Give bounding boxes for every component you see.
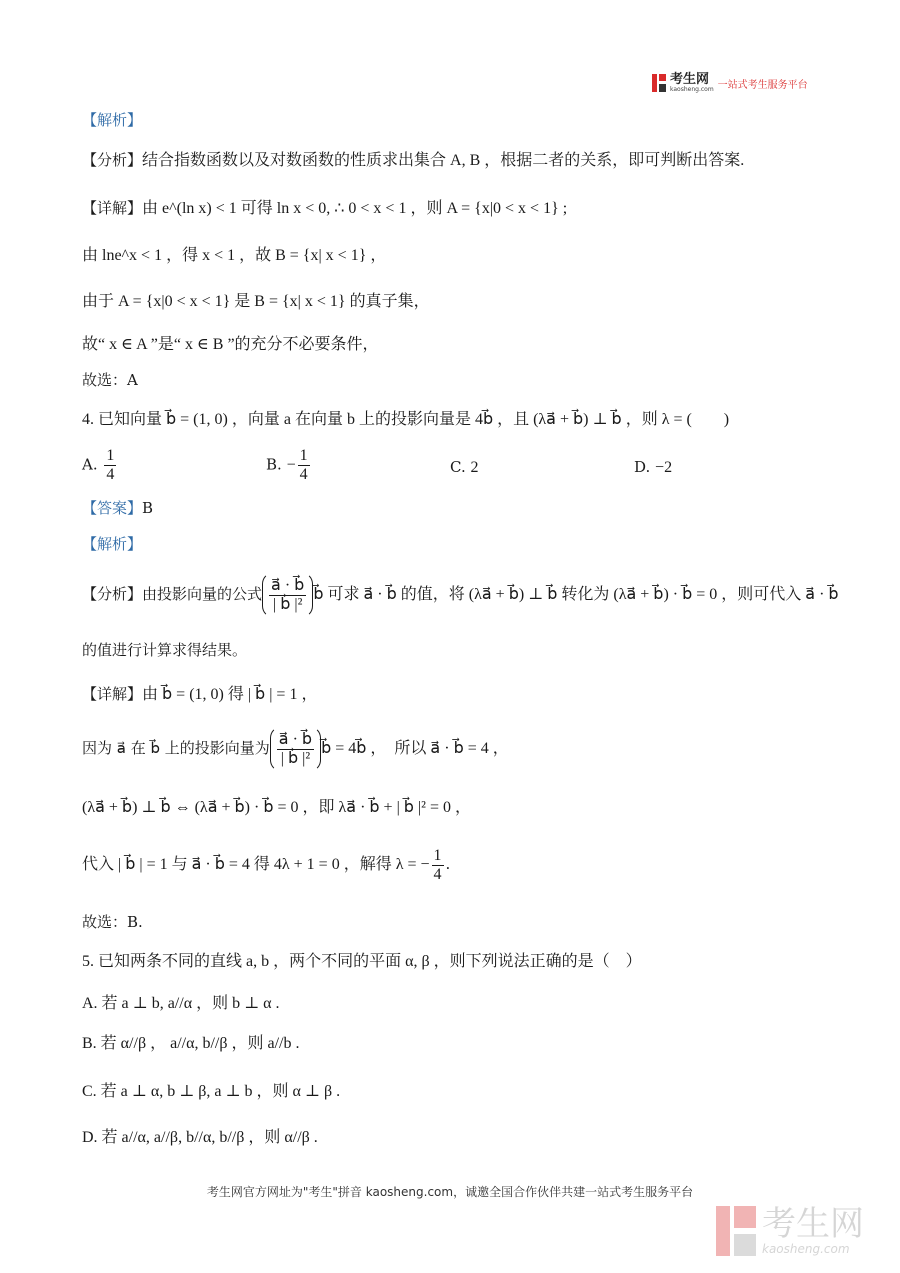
q4-xiangjie-tag: 【详解】 xyxy=(82,685,143,703)
q4-fenxi-num: a⃗ · b⃗ xyxy=(271,576,305,594)
q4-option-b xyxy=(266,447,312,484)
q3-line-2: 由 lne^x < 1 ，得 x < 1 ，故 B = {x| x < 1} ， xyxy=(82,247,387,264)
q4-xiangjie-4-fraction xyxy=(432,847,444,884)
q4-xiangjie-4 xyxy=(82,842,450,887)
q4-option-c-text: 2 xyxy=(470,459,479,476)
q4-xiangjie-1-text: 由 b⃗ = (1, 0) 得 | b⃗ | = 1 ， xyxy=(142,686,318,703)
q4-jiexi-heading: 【解析】 xyxy=(82,535,143,553)
q5-option-c: C. 若 a ⊥ α, b ⊥ β, a ⊥ b ，则 α ⊥ β . xyxy=(82,1083,341,1100)
q4-option-b-sign: − xyxy=(286,456,296,474)
q4-xiangjie-4-num: 1 xyxy=(433,846,442,864)
q4-option-d-text: −2 xyxy=(655,459,673,476)
watermark-text xyxy=(762,1206,864,1256)
kaosheng-logo-icon xyxy=(652,74,666,92)
q4-fenxi-b: b⃗ 可求 a⃗ · b⃗ 的值，将 (λa⃗ + b⃗) ⊥ b⃗ 转化为 (λa⃗ + b⃗) · b⃗ = 0 ，则可代入 a⃗ · b⃗ xyxy=(313,586,839,603)
q4-xiangjie-2b: b⃗ = 4b⃗ ， 所以 a⃗ · b⃗ = 4 ， xyxy=(321,740,509,757)
q3-fenxi xyxy=(82,150,744,171)
logo-domain: kaosheng.com xyxy=(670,86,714,93)
header-logo xyxy=(652,72,808,94)
q4-fenxi-fraction xyxy=(269,577,306,614)
q4-stem: 4. 已知向量 b⃗ = (1, 0) ，向量 a 在向量 b 上的投影向量是 4b⃗ ，且 (λa⃗ + b⃗) ⊥ b⃗ ，则 λ = ( ) xyxy=(82,411,730,428)
q4-xiangjie-1 xyxy=(82,684,317,705)
q4-option-c xyxy=(450,457,479,478)
q4-fenxi-den: | b⃗ |² xyxy=(273,595,303,613)
watermark-name: 考生网 xyxy=(762,1204,864,1244)
q4-xiangjie-4a: 代入 | b⃗ | = 1 与 a⃗ · b⃗ = 4 得 4λ + 1 = 0 ，解得 λ = − xyxy=(82,856,430,873)
q3-xiangjie xyxy=(82,198,567,219)
q3-fenxi-tag: 【分析】 xyxy=(82,151,143,169)
q5-option-a: A. 若 a ⊥ b, a//α ，则 b ⊥ α . xyxy=(82,995,280,1012)
q4-fenxi-tag: 【分析】 xyxy=(82,585,143,603)
q4-xiangjie-3: (λa⃗ + b⃗) ⊥ b⃗ ⇔ (λa⃗ + b⃗) · b⃗ = 0 ，即 λa⃗ · b⃗ + | b⃗ |² = 0 ， xyxy=(82,799,471,816)
q4-xiangjie-2-den: | b⃗ |² xyxy=(280,749,311,767)
header-slogan: 一站式考生服务平台 xyxy=(717,79,808,91)
q4-fenxi-a: 由投影向量的公式 xyxy=(142,585,263,603)
watermark xyxy=(716,1206,864,1256)
q5-option-b: B. 若 α//β ， a//α, b//β ，则 a//b . xyxy=(82,1035,300,1052)
q4-option-b-num: 1 xyxy=(299,447,308,464)
q4-daan-value: B xyxy=(142,499,154,517)
q4-option-a-label: A. xyxy=(82,455,98,474)
q4-xiangjie-2a: 因为 a⃗ 在 b⃗ 上的投影向量为 xyxy=(82,739,270,757)
q4-xiangjie-2-num: a⃗ · b⃗ xyxy=(278,730,313,748)
q4-xiangjie-2 xyxy=(82,726,509,772)
q5-option-d: D. 若 a//α, a//β, b//α, b//β ，则 α//β . xyxy=(82,1129,318,1146)
watermark-domain: kaosheng.com xyxy=(762,1242,850,1256)
q3-xiangjie-text: 由 e^(ln x) < 1 可得 ln x < 0, ∴ 0 < x < 1 ，则 A = {x|0 < x < 1} ; xyxy=(142,200,568,217)
q4-option-c-label: C. xyxy=(450,458,466,476)
q4-fenxi xyxy=(82,572,839,618)
q4-answer: 故选：B. xyxy=(82,913,143,931)
q4-xiangjie-2-fraction xyxy=(277,731,314,768)
q4-xiangjie-4b: . xyxy=(445,855,451,873)
q4-daan xyxy=(82,498,153,518)
q4-option-a-num: 1 xyxy=(106,447,115,464)
q4-fenxi-formula xyxy=(262,572,313,618)
q4-option-b-label: B. xyxy=(266,455,282,474)
q3-jiexi-heading: 【解析】 xyxy=(82,111,143,129)
q4-option-d-label: D. xyxy=(634,458,651,476)
q4-daan-tag: 【答案】 xyxy=(82,499,143,517)
q4-option-b-fraction xyxy=(298,447,310,484)
q3-fenxi-text: 结合指数函数以及对数函数的性质求出集合 A, B ，根据二者的关系，即可判断出答案. xyxy=(142,152,745,169)
q3-answer: 故选：A xyxy=(82,371,138,389)
q4-option-a xyxy=(82,447,118,484)
q4-xiangjie-4-den: 4 xyxy=(433,865,442,883)
q4-option-a-fraction xyxy=(104,447,116,484)
q4-option-b-den: 4 xyxy=(299,466,308,483)
logo-name: 考生网 xyxy=(670,72,710,87)
q4-xiangjie-2-formula xyxy=(270,726,321,772)
q4-option-d xyxy=(634,457,672,478)
q4-fenxi-c: 的值进行计算求得结果。 xyxy=(82,641,248,659)
q3-xiangjie-tag: 【详解】 xyxy=(82,199,143,217)
logo-text xyxy=(670,73,714,93)
q3-line-3: 由于 A = {x|0 < x < 1} 是 B = {x| x < 1} 的真子集， xyxy=(82,293,430,310)
page-footer: 考生网官方网址为"考生"拼音 kaosheng.com，诚邀全国合作伙伴共建一站式考生服务平台 xyxy=(206,1185,694,1199)
watermark-logo-icon xyxy=(716,1206,756,1256)
q3-line-4: 故“ x ∈ A ”是“ x ∈ B ”的充分不必要条件， xyxy=(82,336,379,353)
q4-option-a-den: 4 xyxy=(106,466,115,483)
q5-stem: 5. 已知两条不同的直线 a, b ，两个不同的平面 α, β ，则下列说法正确的是（ ） xyxy=(82,953,642,970)
